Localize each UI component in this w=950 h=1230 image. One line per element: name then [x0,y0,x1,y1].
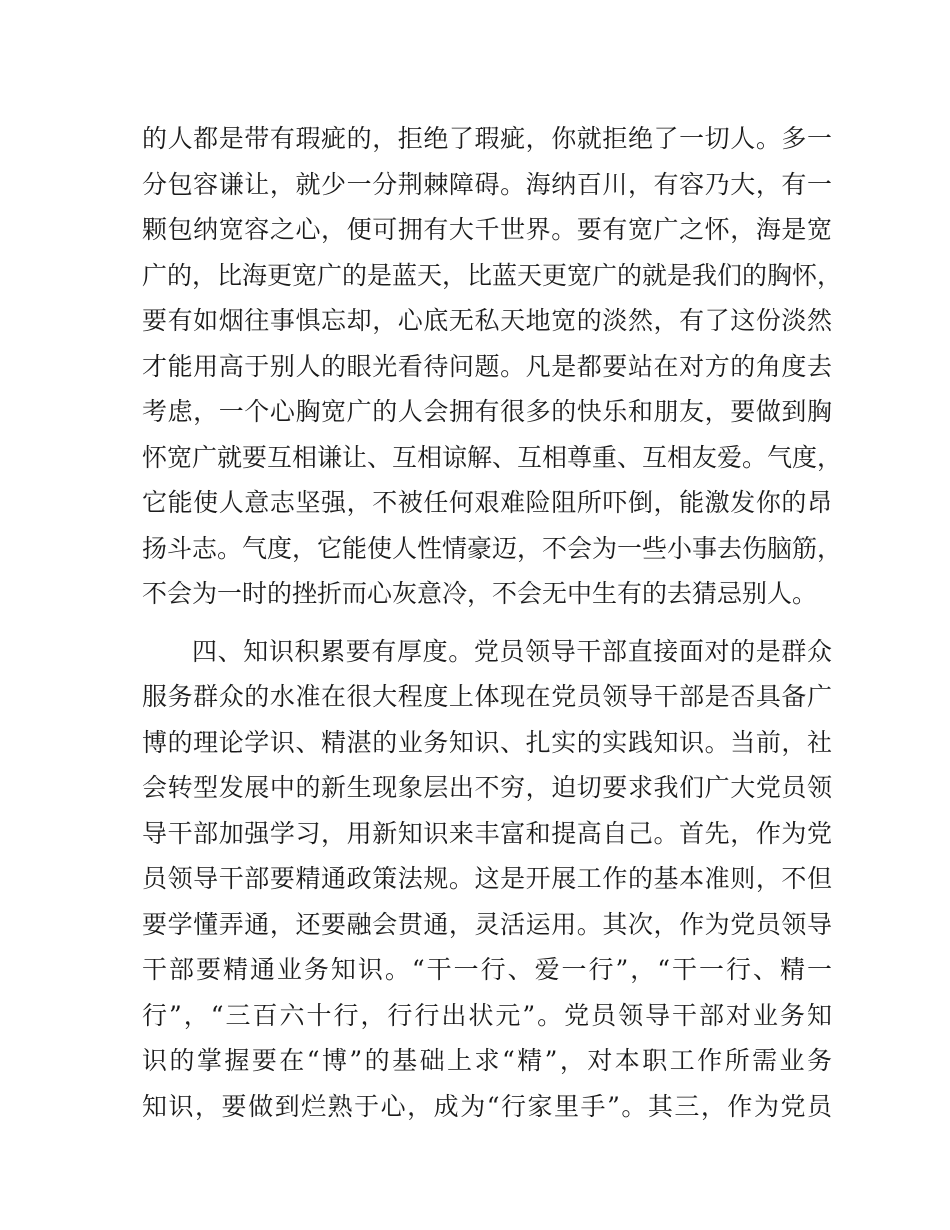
paragraph-2 [142,629,832,1130]
paragraph-line: 分包容谦让，就少一分荆棘障碍。海纳百川，有容乃大，有一 [142,169,832,199]
paragraph-line: 员领导干部要精通政策法规。这是开展工作的基本准则，不但 [142,864,832,893]
paragraph-line: 它能使人意志坚强，不被任何艰难险阻所吓倒，能激发你的昂 [142,488,832,517]
paragraph-line: 干部要精通业务知识。“干一行、爱一行”，“干一行、精一 [142,955,832,984]
paragraph-line: 四、知识积累要有厚度。党员领导干部直接面对的是群众 [192,636,832,666]
paragraph-line: 颗包纳宽容之心，便可拥有大千世界。要有宽广之怀，海是宽 [142,215,832,244]
paragraph-line: 要学懂弄通，还要融会贯通，灵活运用。其次，作为党员领导 [142,909,832,939]
paragraph-line: 要有如烟往事惧忘却，心底无私天地宽的淡然，有了这份淡然 [142,306,832,335]
paragraph-line: 知识，要做到烂熟于心，成为“行家里手”。其三，作为党员 [142,1091,832,1121]
paragraph-line: 广的，比海更宽广的是蓝天，比蓝天更宽广的就是我们的胸怀， [142,260,843,290]
paragraph-line: 怀宽广就要互相谦让、互相谅解、互相尊重、互相友爱。气度， [142,442,843,472]
paragraph-line: 服务群众的水准在很大程度上体现在党员领导干部是否具备广 [142,682,832,711]
paragraph-line: 博的理论学识、精湛的业务知识、扎实的实践知识。当前，社 [142,727,832,757]
paragraph-line: 考虑，一个心胸宽广的人会拥有很多的快乐和朋友，要做到胸 [142,397,832,426]
paragraph-line: 行”，“三百六十行，行行出状元”。党员领导干部对业务知 [142,1000,832,1030]
paragraph-1 [142,116,843,617]
paragraph-spacer [142,617,832,629]
paragraph-line: 导干部加强学习，用新知识来丰富和提高自己。首先，作为党 [142,818,832,848]
paragraph-line: 扬斗志。气度，它能使人性情豪迈，不会为一些小事去伤脑筋， [142,533,843,563]
document-body [142,116,843,1129]
paragraph-line: 会转型发展中的新生现象层出不穷，迫切要求我们广大党员领 [142,773,832,802]
paragraph-line: 才能用高于别人的眼光看待问题。凡是都要站在对方的角度去 [142,351,832,381]
paragraph-line: 识的掌握要在“博”的基础上求“精”，对本职工作所需业务 [142,1046,832,1075]
paragraph-line: 不会为一时的挫折而心灰意冷，不会无中生有的去猜忌别人。 [142,579,818,608]
paragraph-line: 的人都是带有瑕疵的，拒绝了瑕疵，你就拒绝了一切人。多一 [142,124,832,153]
